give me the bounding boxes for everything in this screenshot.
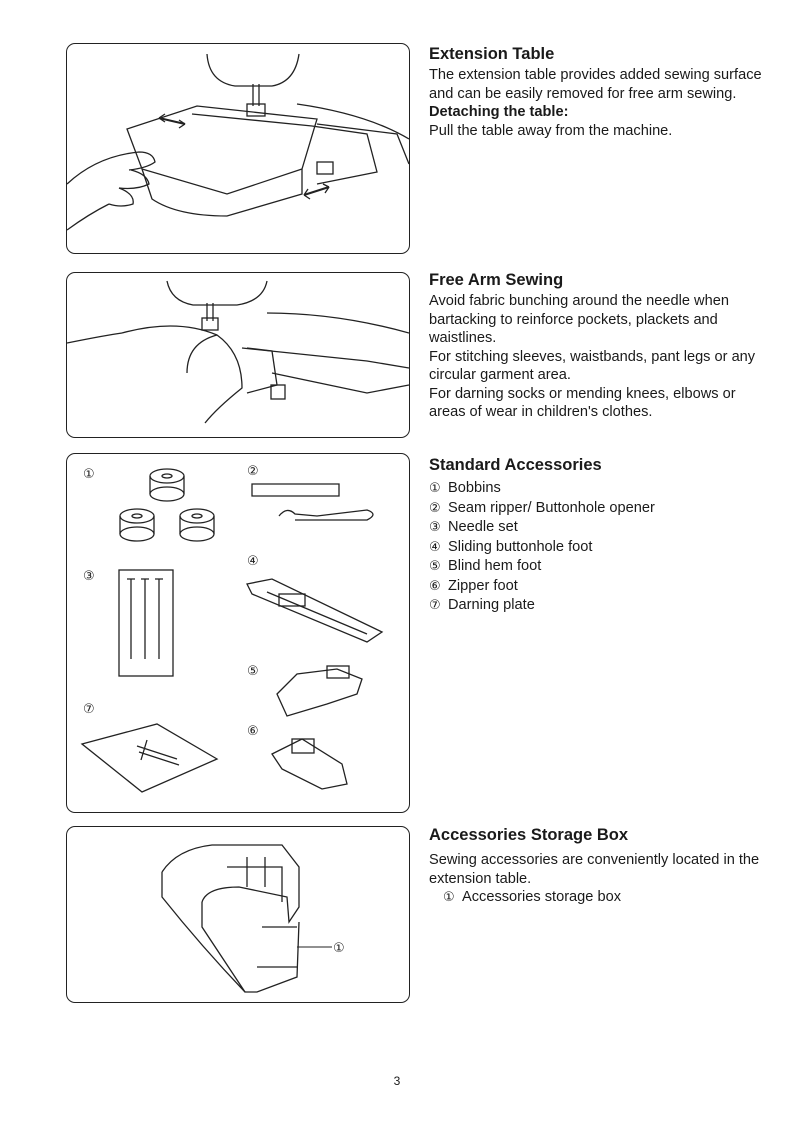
free-arm-figure	[66, 272, 410, 438]
callout-bobbins: ①	[83, 467, 95, 482]
list-item-number: ②	[429, 500, 441, 516]
extension-table-body: The extension table provides added sewing surface and can be easily removed for free arm sewing.	[429, 67, 762, 102]
storage-box-figure	[66, 826, 410, 1003]
extension-table-section	[429, 44, 764, 140]
free-arm-line-3: For darning socks or mending knees, elbows or areas of wear in children's clothes.	[429, 385, 736, 420]
list-item-number: ④	[429, 539, 441, 555]
needle-set-icon	[119, 570, 173, 676]
extension-table-illustration	[67, 44, 409, 253]
extension-table-figure	[66, 43, 410, 254]
storage-box-title: Accessories Storage Box	[429, 826, 629, 844]
list-item-label: Sliding buttonhole foot	[448, 538, 593, 555]
list-item-number: ⑥	[429, 578, 441, 594]
callout-buttonhole-foot: ④	[247, 554, 259, 569]
list-item-label: Zipper foot	[448, 577, 518, 594]
list-item	[429, 538, 764, 558]
darning-plate-icon	[82, 724, 217, 792]
bobbin-icon	[120, 509, 154, 541]
zipper-foot-icon	[272, 739, 347, 789]
list-item	[429, 479, 764, 499]
list-item-label: Bobbins	[448, 480, 501, 496]
seam-ripper-icon	[252, 484, 373, 520]
storage-box-item-number: ①	[443, 890, 455, 905]
accessories-illustration	[67, 454, 409, 812]
callout-zipper-foot: ⑥	[247, 724, 259, 739]
standard-accessories-section	[429, 455, 764, 616]
accessories-figure	[66, 453, 410, 813]
list-item-number: ①	[429, 481, 441, 496]
standard-accessories-title: Standard Accessories	[429, 456, 602, 474]
blind-hem-foot-icon	[277, 666, 362, 716]
detaching-table-heading: Detaching the table:	[429, 104, 569, 120]
list-item-number: ⑤	[429, 559, 441, 574]
callout-darning-plate: ⑦	[83, 702, 95, 717]
list-item-label: Darning plate	[448, 597, 535, 613]
storage-box-body: Sewing accessories are conveniently located in the extension table.	[429, 852, 760, 887]
list-item-number: ③	[429, 520, 441, 535]
storage-box-item	[429, 888, 764, 908]
free-arm-line-2: For stitching sleeves, waistbands, pant legs or any circular garment area.	[429, 348, 756, 383]
storage-box-item-label: Accessories storage box	[462, 889, 621, 905]
list-item	[429, 557, 764, 577]
free-arm-line-1: Avoid fabric bunching around the needle when bartacking to reinforce pockets, plackets and waistlines.	[429, 293, 729, 346]
list-item-number: ⑦	[429, 598, 441, 613]
list-item-label: Needle set	[448, 519, 518, 535]
callout-storage-box: ①	[333, 941, 345, 956]
storage-box-section	[429, 825, 764, 908]
free-arm-illustration	[67, 273, 409, 437]
bobbin-icon	[150, 469, 184, 501]
list-item-label: Seam ripper/ Buttonhole opener	[448, 499, 655, 516]
bobbin-icon	[180, 509, 214, 541]
callout-seam-ripper: ②	[247, 464, 259, 479]
free-arm-section	[429, 270, 764, 422]
free-arm-title: Free Arm Sewing	[429, 271, 564, 289]
detaching-table-instruction: Pull the table away from the machine.	[429, 122, 673, 139]
list-item	[429, 577, 764, 597]
page-number: 3	[393, 1074, 401, 1088]
list-item	[429, 596, 764, 616]
list-item-label: Blind hem foot	[448, 558, 542, 574]
list-item	[429, 499, 764, 519]
list-item	[429, 518, 764, 538]
accessories-list	[429, 479, 764, 616]
extension-table-title: Extension Table	[429, 45, 555, 63]
buttonhole-foot-icon	[247, 579, 382, 642]
callout-blind-hem-foot: ⑤	[247, 664, 259, 679]
callout-needle-set: ③	[83, 569, 95, 584]
storage-box-illustration	[67, 827, 409, 1002]
